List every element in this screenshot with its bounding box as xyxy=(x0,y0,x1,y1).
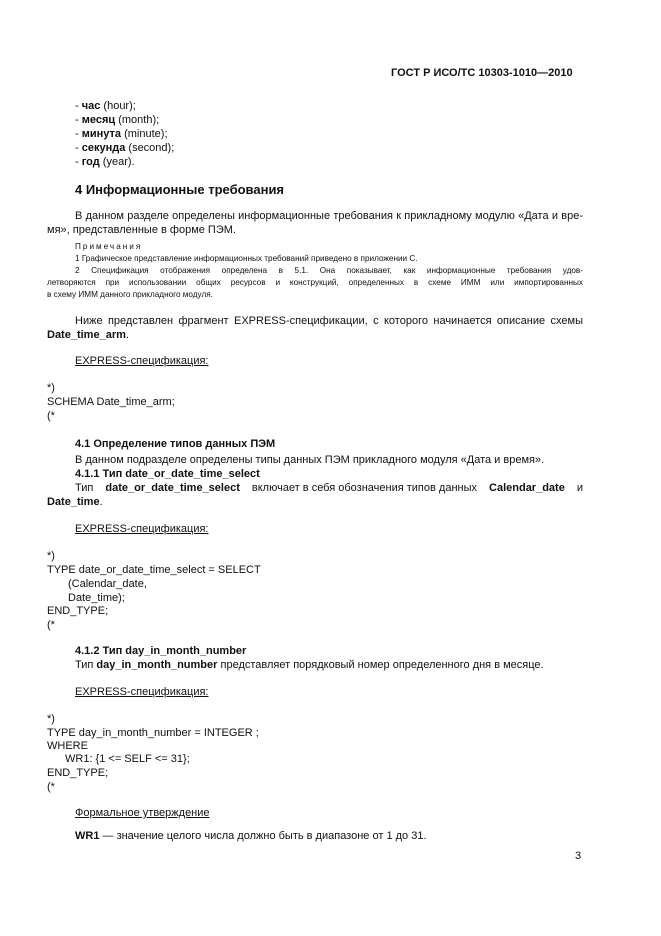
page-number: 3 xyxy=(575,850,582,862)
formal-statement-label: Формальное утверждение xyxy=(75,807,210,819)
notes-title: Примечания xyxy=(75,242,143,251)
list-term: месяц xyxy=(81,114,116,126)
list-item-month xyxy=(75,113,159,127)
note-2-line-2: летворяются при использовании общих ресурсов и конструкций, определенных в схеме ИММ или импортированных xyxy=(47,278,583,287)
section-4-1-1-heading: 4.1.1 Тип date_or_date_time_select xyxy=(75,468,260,480)
type-name: day_in_month_number xyxy=(96,659,218,671)
list-item-minute xyxy=(75,127,168,141)
text-segment: представляет порядковый номер определенного дня в месяце. xyxy=(217,659,544,671)
text-segment: включает в себя обозначения типов данных xyxy=(251,482,477,494)
list-item-second xyxy=(75,141,174,155)
standard-designation: ГОСТ Р ИСО/ТС 10303-1010—2010 xyxy=(391,67,573,79)
section-4-paragraph-line-2: мя», представленные в форме ПЭМ. xyxy=(47,224,236,236)
section-4-1-1-line-1 xyxy=(75,481,583,495)
express-label-2: EXPRESS-спецификация: xyxy=(75,523,209,535)
list-term: минута xyxy=(81,128,122,140)
list-dash: - xyxy=(75,114,82,126)
code-3-line-5: END_TYPE; xyxy=(47,767,109,779)
note-2-line-3: в схему ИММ данного прикладного модуля. xyxy=(47,290,213,299)
list-dash: - xyxy=(75,128,82,140)
code-2-line-2: TYPE date_or_date_time_select = SELECT xyxy=(47,564,261,576)
section-4-1-2-heading: 4.1.2 Тип day_in_month_number xyxy=(75,645,247,657)
list-term: час xyxy=(81,100,101,112)
code-2-line-4: Date_time); xyxy=(68,592,125,604)
intro-line-1: Ниже представлен фрагмент EXPRESS-спецификации, с которого начинается описание схемы xyxy=(75,315,583,327)
note-2-line-1: 2 Спецификация отображения определена в 5.1. Она показывает, как информационные требования удов- xyxy=(75,266,583,275)
list-dash: - xyxy=(75,142,82,154)
code-2-line-5: END_TYPE; xyxy=(47,605,109,617)
code-3-line-2: TYPE day_in_month_number = INTEGER ; xyxy=(47,727,259,739)
rule-name: WR1 xyxy=(75,830,100,842)
section-4-1-heading: 4.1 Определение типов данных ПЭМ xyxy=(75,438,276,450)
list-term: год xyxy=(81,156,100,168)
express-label-3: EXPRESS-спецификация: xyxy=(75,686,209,698)
text-segment: . xyxy=(99,496,103,508)
list-dash: - xyxy=(75,156,82,168)
text-segment: Тип xyxy=(75,659,97,671)
section-4-1-1-line-2 xyxy=(47,495,103,509)
rule-text: — значение целого числа должно быть в диапазоне от 1 до 31. xyxy=(99,830,427,842)
code-3-line-3: WHERE xyxy=(47,740,88,752)
list-item-year xyxy=(75,155,135,169)
code-3-line-4: WR1: {1 <= SELF <= 31}; xyxy=(65,753,190,765)
schema-name: Date_time_arm xyxy=(47,329,126,341)
code-2-line-1: *) xyxy=(47,550,55,562)
type-name: date_or_date_time_select xyxy=(105,482,240,494)
list-rest: (month); xyxy=(115,114,160,126)
section-4-1-paragraph: В данном подразделе определены типы данных ПЭМ прикладного модуля «Дата и время». xyxy=(75,454,545,466)
code-2-line-6: (* xyxy=(47,619,55,631)
list-item-hour xyxy=(75,99,136,113)
express-label-1: EXPRESS-спецификация: xyxy=(75,355,209,367)
code-1-line-3: (* xyxy=(47,410,55,422)
code-3-line-6: (* xyxy=(47,781,55,793)
list-rest: (year). xyxy=(99,156,135,168)
text-segment: Тип xyxy=(75,482,94,494)
code-1-line-1: *) xyxy=(47,382,55,394)
list-term: секунда xyxy=(81,142,126,154)
section-4-1-2-paragraph xyxy=(75,658,544,672)
formal-rule xyxy=(75,829,427,843)
list-dash: - xyxy=(75,100,82,112)
list-rest: (second); xyxy=(125,142,175,154)
code-1-line-2: SCHEMA Date_time_arm; xyxy=(47,396,175,408)
list-rest: (minute); xyxy=(121,128,168,140)
text-segment: и xyxy=(576,482,583,494)
intro-line-2 xyxy=(47,328,129,342)
section-4-paragraph-line-1: В данном разделе определены информационные требования к прикладному модулю «Дата и вре- xyxy=(75,210,583,222)
list-rest: (hour); xyxy=(100,100,136,112)
type-name: Date_time xyxy=(47,496,100,508)
note-1: 1 Графическое представление информационных требований приведено в приложении С. xyxy=(75,254,418,263)
section-4-heading: 4 Информационные требования xyxy=(75,182,285,197)
code-2-line-3: (Calendar_date, xyxy=(68,578,147,590)
intro-period: . xyxy=(125,329,129,341)
code-3-line-1: *) xyxy=(47,713,55,725)
type-name: Calendar_date xyxy=(489,482,565,494)
